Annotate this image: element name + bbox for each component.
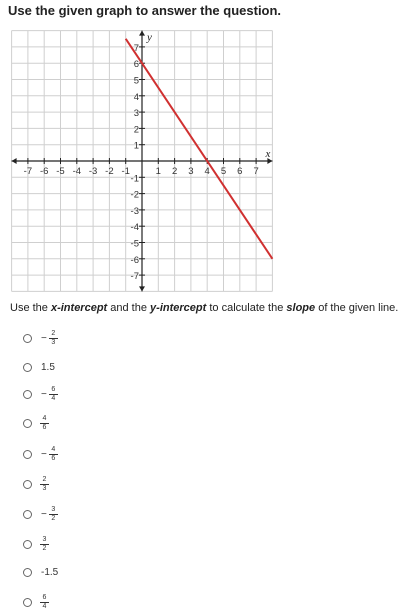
fraction (41, 476, 48, 492)
answer-option[interactable] (23, 591, 223, 613)
x-intercept-term: x-intercept (50, 302, 108, 314)
option-label (41, 386, 57, 402)
fraction (50, 446, 57, 462)
denominator: 2 (42, 545, 47, 552)
denominator: 2 (51, 515, 56, 522)
fraction (50, 506, 57, 522)
x-tick-label: -2 (105, 166, 114, 177)
option-label (41, 567, 58, 578)
option-label (41, 536, 48, 552)
denominator: 6 (51, 455, 56, 462)
numerator: 6 (42, 594, 47, 601)
x-tick-label: -4 (72, 166, 82, 177)
minus-sign: − (41, 388, 47, 400)
y-tick-label: -2 (130, 189, 139, 201)
x-axis-label: x (265, 148, 271, 160)
numerator: 2 (42, 476, 47, 483)
minus-sign: − (41, 508, 47, 520)
axes (12, 31, 273, 292)
y-tick-label: -1 (130, 173, 139, 185)
question-part: and the (107, 302, 151, 314)
option-text: -1.5 (41, 566, 59, 578)
radio-button[interactable] (23, 419, 32, 428)
question-part: of the given line. (315, 302, 398, 314)
question-text (10, 302, 398, 314)
instruction-text: Use the given graph to answer the question. (8, 3, 282, 18)
y-tick-label: 4 (133, 91, 139, 103)
option-label (41, 594, 48, 610)
numerator: 2 (51, 330, 56, 337)
x-tick-label: 5 (220, 166, 227, 177)
option-label (41, 362, 55, 373)
x-axis-arrow-left (12, 158, 17, 164)
option-text: 1.5 (41, 361, 55, 373)
answer-option[interactable] (23, 356, 223, 378)
fraction (41, 415, 48, 431)
radio-button[interactable] (23, 510, 32, 519)
x-tick-label: -3 (88, 166, 98, 177)
numerator: 3 (42, 536, 47, 543)
x-tick-label: 1 (155, 166, 161, 177)
x-tick-label: 4 (204, 166, 210, 177)
fraction (50, 330, 57, 346)
radio-button[interactable] (23, 334, 32, 343)
numerator: 3 (51, 506, 56, 513)
y-tick-label: -5 (130, 238, 139, 250)
question-part: Use the (10, 302, 51, 314)
fraction (41, 536, 48, 552)
answer-option[interactable] (23, 561, 223, 583)
x-tick-label: -1 (121, 166, 130, 177)
y-tick-label: 3 (133, 108, 139, 120)
answer-option[interactable] (23, 383, 223, 405)
coordinate-graph (11, 30, 273, 292)
y-axis-label: y (147, 31, 152, 44)
option-label (41, 446, 57, 462)
y-tick-label: -4 (130, 222, 139, 234)
x-tick-label: 3 (188, 166, 194, 177)
denominator: 4 (42, 603, 47, 610)
numerator: 4 (51, 446, 56, 453)
answer-option[interactable] (23, 327, 223, 349)
y-axis-arrow-up (139, 31, 145, 36)
x-tick-label: -7 (23, 166, 33, 177)
radio-button[interactable] (23, 598, 32, 607)
y-intercept-term: y-intercept (150, 302, 207, 314)
radio-button[interactable] (23, 363, 32, 372)
minus-sign: − (41, 448, 47, 460)
question-part: to calculate the (206, 302, 287, 314)
option-label (41, 330, 57, 346)
option-label (41, 506, 57, 522)
numerator: 6 (51, 386, 56, 393)
y-tick-label: 2 (133, 124, 139, 136)
answer-option[interactable] (23, 503, 223, 525)
minus-sign: − (41, 332, 47, 344)
radio-button[interactable] (23, 450, 32, 459)
y-tick-label: 5 (133, 75, 139, 87)
radio-button[interactable] (23, 568, 32, 577)
radio-button[interactable] (23, 390, 32, 399)
answer-option[interactable] (23, 443, 223, 465)
y-tick-label: -3 (130, 205, 139, 217)
option-label (41, 415, 48, 431)
fraction (41, 594, 48, 610)
slope-term: slope (286, 302, 316, 314)
y-axis-arrow-down (139, 286, 145, 291)
answer-option[interactable] (23, 412, 223, 434)
answer-option[interactable] (23, 533, 223, 555)
option-label (41, 476, 48, 492)
answer-option[interactable] (23, 473, 223, 495)
y-tick-label: -6 (130, 254, 139, 266)
y-tick-label: 7 (133, 42, 139, 54)
numerator: 4 (42, 415, 47, 422)
y-tick-label: 6 (133, 59, 139, 71)
denominator: 3 (51, 339, 56, 346)
denominator: 3 (42, 485, 47, 492)
denominator: 6 (42, 424, 47, 431)
radio-button[interactable] (23, 480, 32, 489)
denominator: 4 (51, 395, 56, 402)
x-tick-label: -6 (39, 166, 49, 177)
x-tick-label: 2 (171, 166, 178, 177)
fraction (50, 386, 57, 402)
radio-button[interactable] (23, 540, 32, 549)
y-tick-label: 1 (133, 140, 139, 152)
y-tick-label: -7 (130, 271, 139, 283)
x-tick-label: 6 (237, 166, 243, 177)
x-tick-label: -5 (56, 166, 65, 177)
x-tick-label: 7 (253, 166, 259, 177)
